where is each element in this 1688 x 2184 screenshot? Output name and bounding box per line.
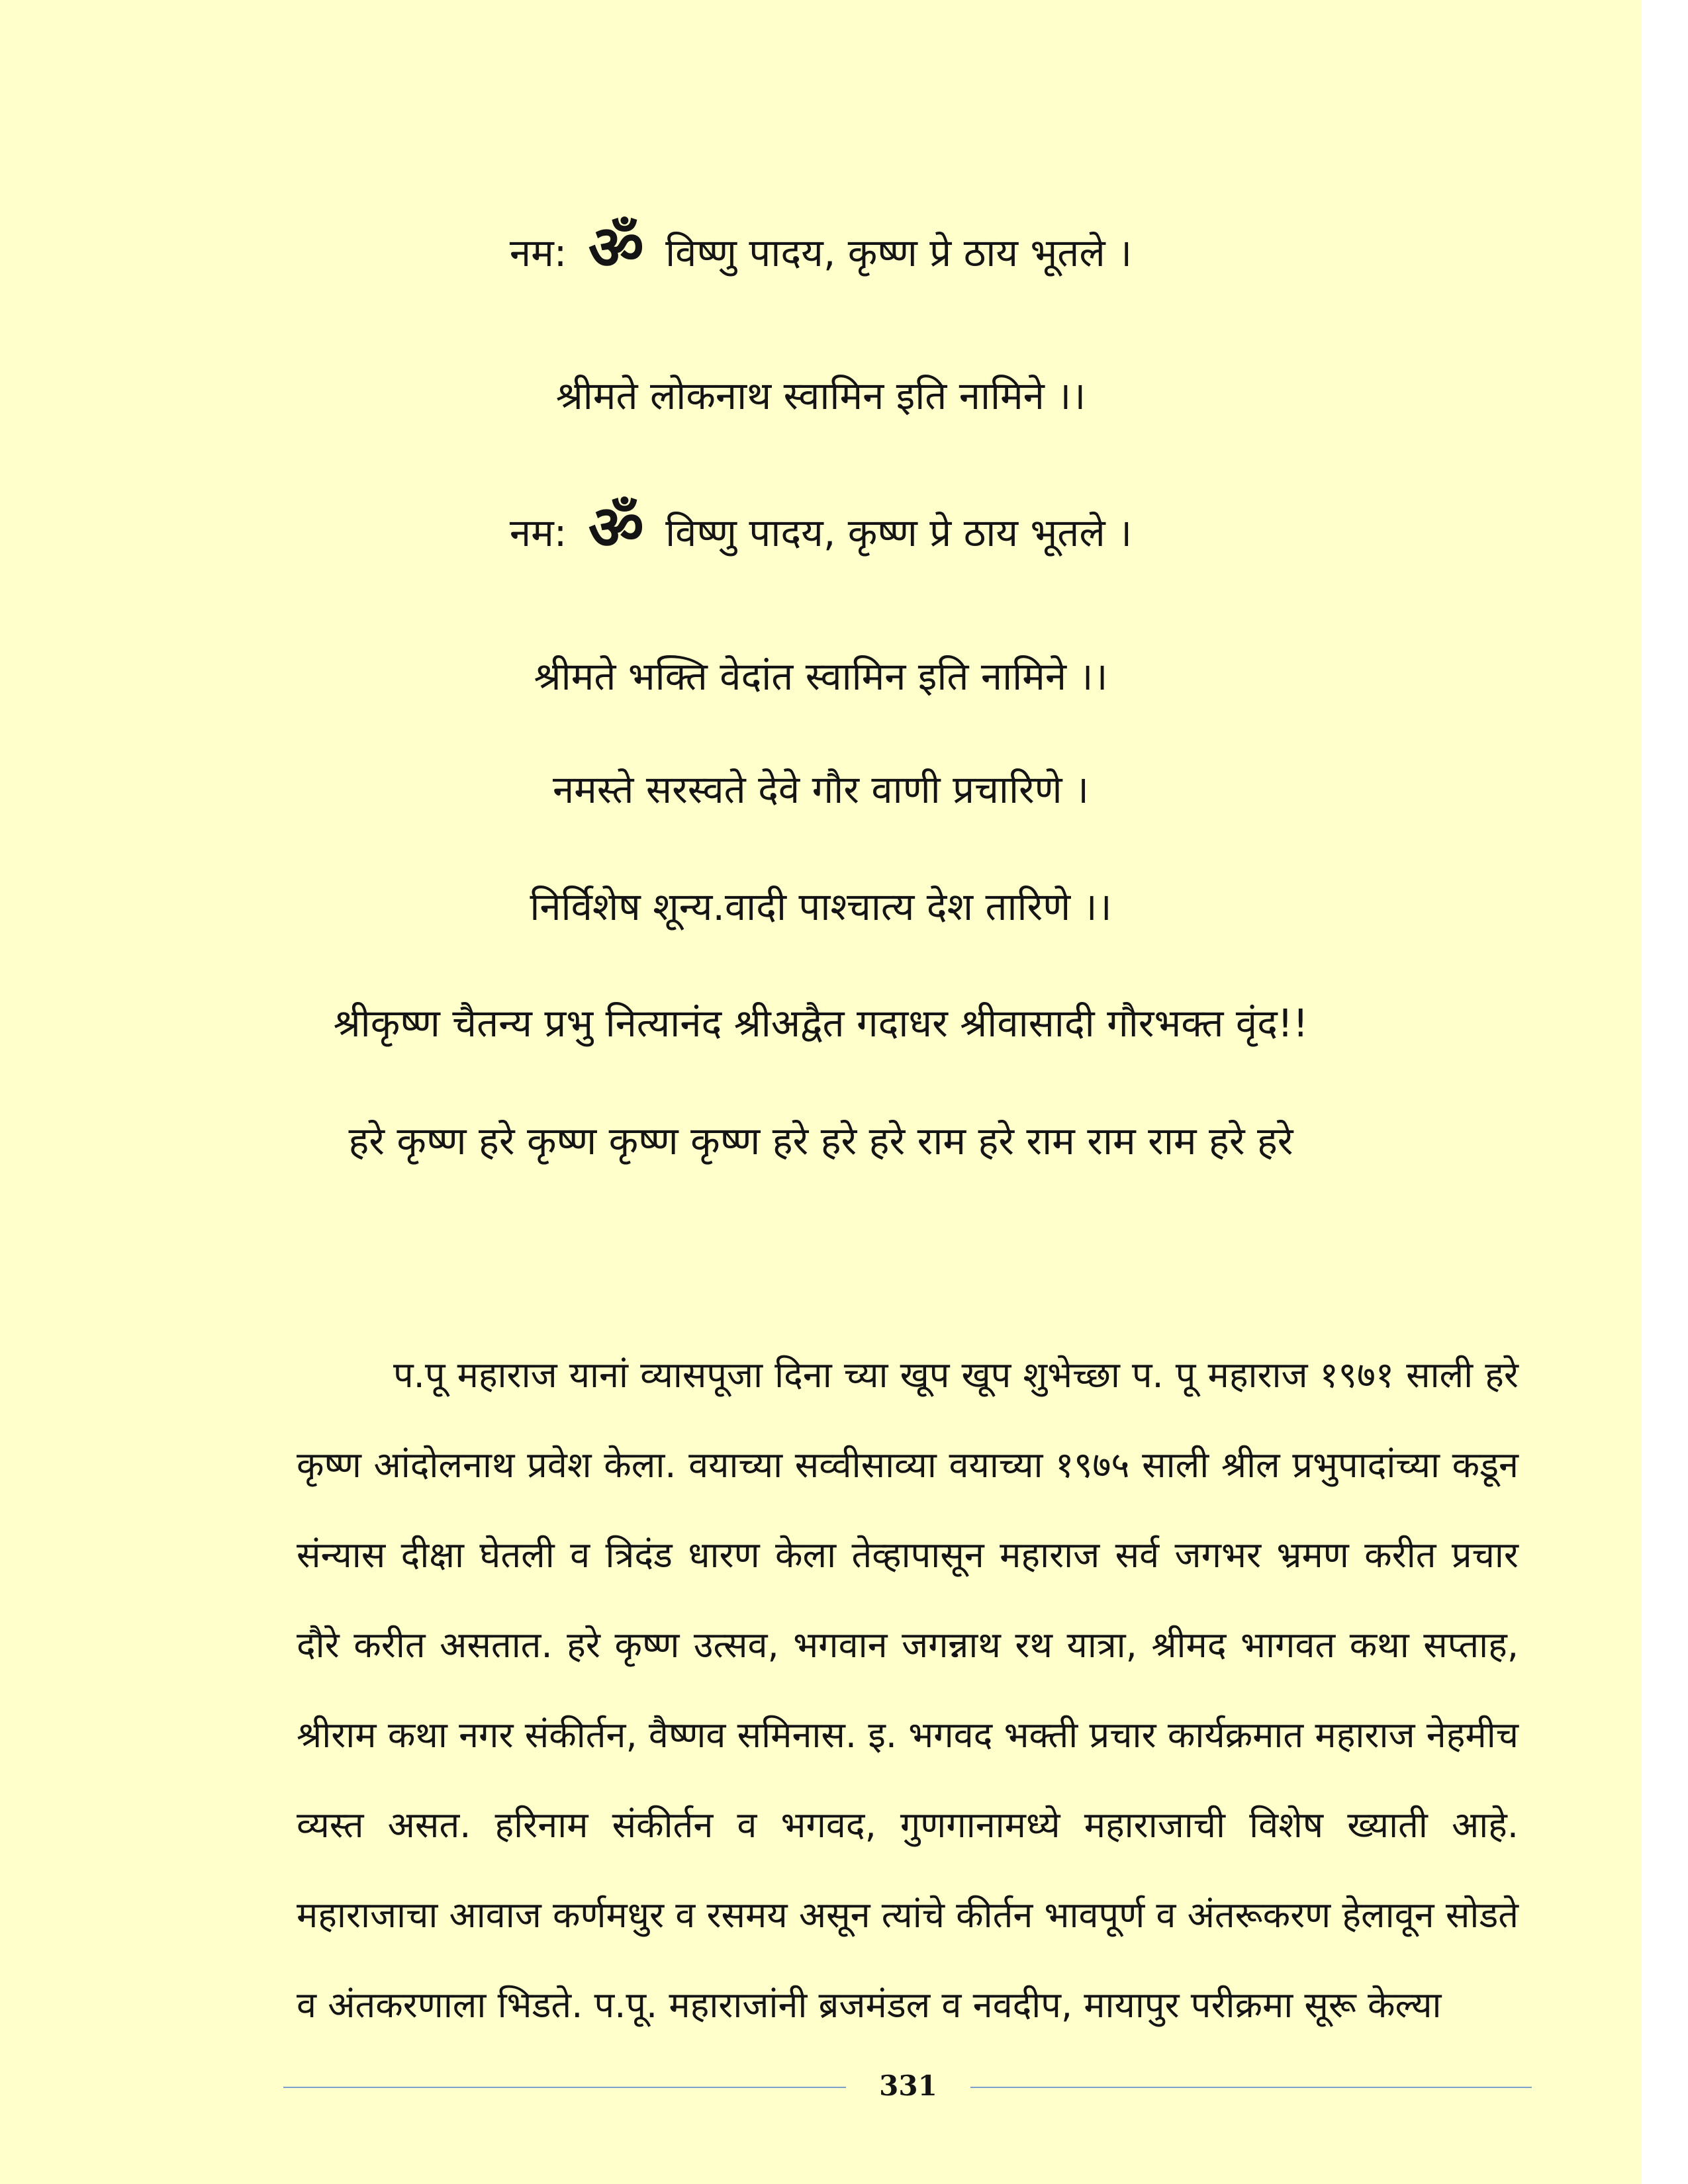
verse-line-2: श्रीमते लोकनाथ स्वामिन इति नामिने ।। [555, 373, 1086, 418]
footer-rule-left [283, 2087, 846, 2088]
footer-rule-right [970, 2087, 1532, 2088]
om-symbol: ॐ [588, 212, 644, 283]
verse-line-1 [0, 212, 1642, 283]
verse-3-prefix: नम: [509, 510, 567, 555]
verse-1-text: विष्णु पादय, कृष्ण प्रे ठाय भूतले । [665, 230, 1133, 275]
body-paragraph: प.पू महाराज यानां व्यासपूजा दिना च्या खूप खूप शुभेच्छा प. पू महाराज १९७१ साली हरे कृष्ण आंदोलनाथ प्रवेश केला. वयाच्या सव्वीसाव्या वयाच्या १९७५ साली श्रील प्रभुपादांच्या कडून संन्यास दीक्षा घेतली व त्रिदंड धारण केला तेव्हापासून महाराज सर्व जगभर भ्रमण करीत प्रचार दौरे करीत असतात. हरे कृष्ण उत्सव, भगवान जगन्नाथ रथ यात्रा, श्रीमद भागवत कथा सप्ताह, श्रीराम कथा नगर संकीर्तन, वैष्णव समिनास. इ. भगवद भक्ती प्रचार कार्यक्रमात महाराज नेहमीच व्यस्त असत. हरिनाम संकीर्तन व भगवद, गुणगानामध्ये महाराजाची विशेष ख्याती आहे. महाराजाचा आवाज कर्णमधुर व रसमय असून त्यांचे कीर्तन भावपूर्ण व अंतरूकरण हेलावून सोडते व अंतकरणाला भिडते. प.पू. महाराजांनी ब्रजमंडल व नवदीप, मायापुर परीक्रमा सूरू केल्या [297, 1354, 1519, 2026]
verse-3-text: विष्णु पादय, कृष्ण प्रे ठाय भूतले । [665, 510, 1133, 555]
page-margin [1642, 0, 1688, 2184]
verse-line-4: श्रीमते भक्ति वेदांत स्वामिन इति नामिने ।। [534, 654, 1108, 699]
verse-line-7: श्रीकृष्ण चैतन्य प्रभु नित्यानंद श्रीअद्वैत गदाधर श्रीवासादी गौरभक्त वृंद!! [333, 1001, 1309, 1046]
verse-1-prefix: नम: [509, 230, 567, 275]
verse-line-6: निर्विशेष शून्य.वादी पाश्चात्य देश तारिणे ।। [530, 884, 1112, 929]
verse-line-3 [0, 492, 1642, 563]
om-symbol: ॐ [588, 492, 644, 563]
page-number: 331 [879, 2070, 937, 2102]
verse-line-8: हरे कृष्ण हरे कृष्ण कृष्ण कृष्ण हरे हरे हरे राम हरे राम राम राम हरे हरे [348, 1118, 1293, 1163]
verse-line-5: नमस्ते सरस्वते देवे गौर वाणी प्रचारिणे । [552, 767, 1090, 812]
